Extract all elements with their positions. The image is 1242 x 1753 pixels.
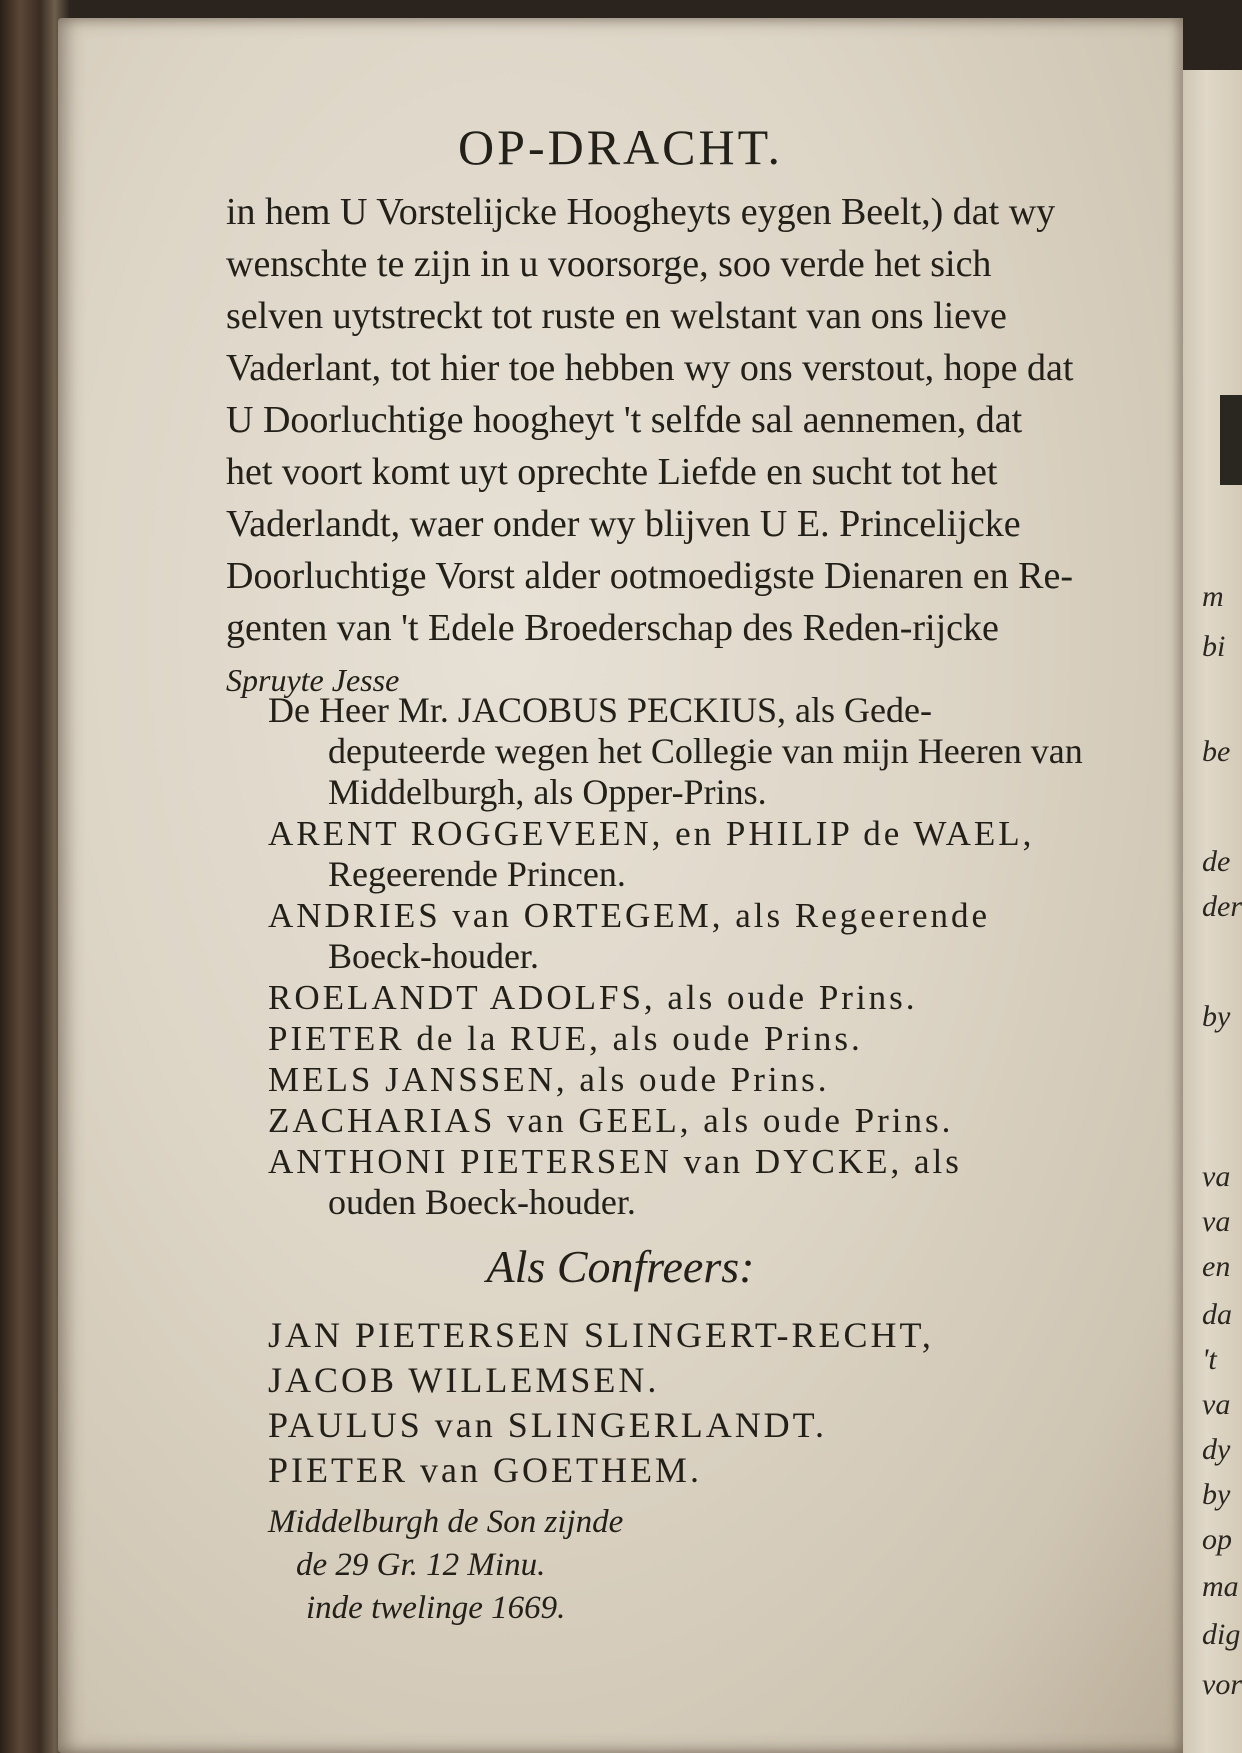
fragment: de (1202, 845, 1231, 878)
fragment: va (1202, 1160, 1231, 1193)
fragment: va (1202, 1388, 1231, 1421)
fragment: bi (1202, 630, 1226, 663)
book-page (58, 18, 1183, 1753)
text-line: wenschte te zijn in u voorsorge, soo verde het sich (226, 243, 992, 285)
signer-entry-cont: ouden Boeck-houder. (328, 1182, 636, 1222)
text-line: genten van 't Edele Broederschap des Reden-rijcke (226, 607, 999, 649)
fragment: by (1202, 1000, 1231, 1033)
signer-entry-cont: deputeerde wegen het Collegie van mijn Heeren van (328, 731, 1083, 771)
signer-entry-cont: Boeck-houder. (328, 936, 539, 976)
dateline-line: de 29 Gr. 12 Minu. (296, 1547, 546, 1583)
fragment: da (1202, 1298, 1232, 1331)
fragment: va (1202, 1205, 1231, 1238)
text-line: Vaderlandt, waer onder wy blijven U E. Princelijcke (226, 503, 1021, 545)
signer-entry: ANTHONI PIETERSEN van DYCKE, als (268, 1142, 962, 1181)
fragment: op (1202, 1523, 1232, 1556)
signer-entry: MELS JANSSEN, als oude Prins. (268, 1060, 830, 1099)
signers-list (268, 690, 1238, 1223)
signer-entry-cont: Middelburgh, als Opper-Prins. (328, 772, 767, 812)
dateline (268, 1501, 623, 1630)
text-line: selven uytstreckt tot ruste en welstant van ons lieve (226, 295, 1007, 337)
text-line-italic: Spruyte Jesse (226, 662, 400, 698)
signer-entry: ROELANDT ADOLFS, als oude Prins. (268, 978, 918, 1017)
page-header: OP-DRACHT. (458, 119, 783, 175)
text-line: Doorluchtige Vorst alder ootmoedigste Dienaren en Re- (226, 555, 1074, 597)
fragment: ma (1202, 1570, 1239, 1603)
fragment: en (1202, 1250, 1231, 1283)
dateline-line: Middelburgh de Son zijnde (268, 1504, 624, 1540)
fragment: 't (1202, 1343, 1217, 1376)
text-line: U Doorluchtige hoogheyt 't selfde sal aennemen, dat (226, 399, 1023, 441)
confreers-heading: Als Confreers: (486, 1241, 755, 1292)
confreer-entry: PIETER van GOETHEM. (268, 1450, 702, 1490)
signer-entry: PIETER de la RUE, als oude Prins. (268, 1019, 863, 1058)
signer-entry: ARENT ROGGEVEEN, en PHILIP de WAEL, (268, 814, 1035, 853)
signer-entry: ZACHARIAS van GEEL, als oude Prins. (268, 1101, 954, 1140)
confreer-entry: JACOB WILLEMSEN. (268, 1360, 660, 1400)
confreers-list (268, 1313, 1238, 1493)
signer-entry: ANDRIES van ORTEGEM, als Regeerende (268, 896, 991, 935)
signer-entry-cont: Regeerende Princen. (328, 854, 626, 894)
fragment: der (1202, 890, 1242, 923)
dateline-line: inde twelinge 1669. (306, 1590, 566, 1626)
fragment: dy (1202, 1433, 1231, 1466)
signer-entry: De Heer Mr. JACOBUS PECKIUS, als Gede- (268, 690, 932, 730)
fragment: by (1202, 1478, 1231, 1511)
confreer-entry: JAN PIETERSEN SLINGERT-RECHT, (268, 1315, 934, 1355)
dedication-text (226, 186, 1236, 706)
fragment: be (1202, 735, 1231, 768)
text-line: Vaderlant, tot hier toe hebben wy ons verstout, hope dat (226, 347, 1074, 389)
text-line: in hem U Vorstelijcke Hoogheyts eygen Beelt,) dat wy (226, 191, 1056, 233)
fragment: dig (1202, 1618, 1241, 1651)
confreer-entry: PAULUS van SLINGERLANDT. (268, 1405, 828, 1445)
fragment: m (1202, 580, 1224, 613)
fragment: vor (1202, 1668, 1242, 1701)
text-line: het voort komt uyt oprechte Liefde en sucht tot het (226, 451, 998, 493)
